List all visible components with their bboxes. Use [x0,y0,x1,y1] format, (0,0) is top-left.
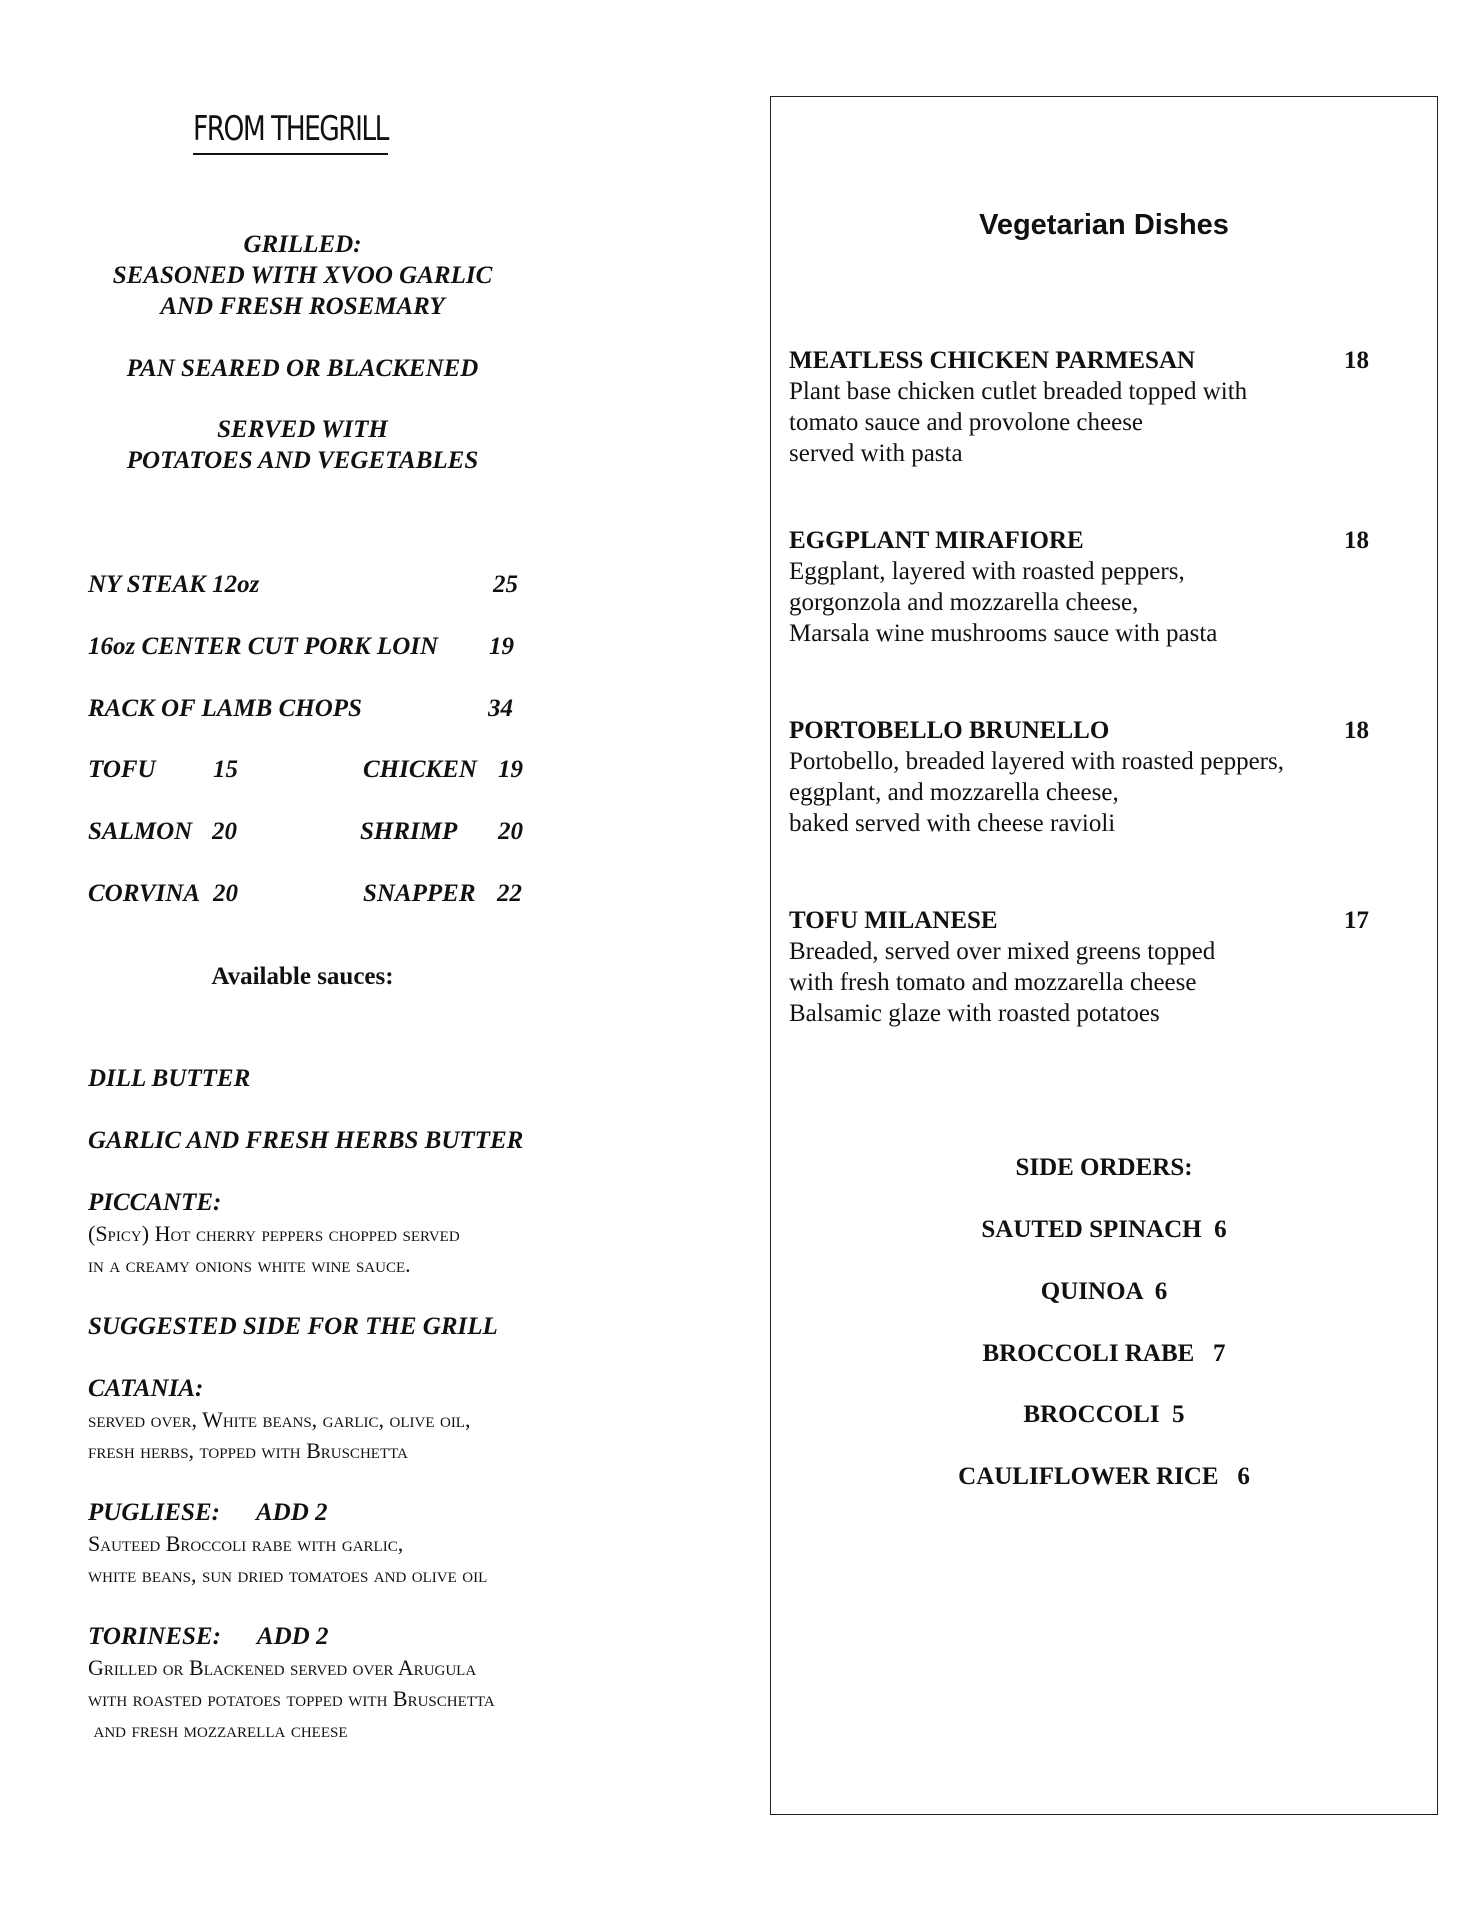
dish-name: PORTOBELLO BRUNELLO [789,717,1110,744]
sauce-name: PICCANTE: [88,1189,222,1216]
grill-item [88,755,238,785]
grill-item-price: 20 [213,880,238,907]
dish-description: Plant base chicken cutlet breaded topped with tomato sauce and provolone cheese served with pasta [789,378,1248,467]
dish-name: EGGPLANT MIRAFIORE [789,527,1084,554]
dish-price: 17 [1344,907,1369,934]
grill-section-title: FROM THEGRILL [193,108,388,155]
sauce-item [88,1622,495,1745]
dish-price: 18 [1344,717,1369,744]
sauce-name: SUGGESTED SIDE FOR THE GRILL [88,1313,498,1340]
served-with-note [60,414,545,476]
grill-item-price: 20 [212,818,237,845]
dish-price: 18 [1344,527,1369,554]
sauce-description: in a creamy onions white wine sauce. [88,1252,411,1277]
side-order-item: BROCCOLI 5 [1023,1401,1185,1428]
sauce-description: Grilled or Blackened served over Arugula [88,1655,477,1680]
grill-item-price: 19 [489,633,514,660]
grilled-description [60,229,545,322]
grill-item [363,755,523,785]
sauce-item [88,1312,498,1342]
sauce-name: GARLIC AND FRESH HERBS BUTTER [88,1127,524,1154]
side-orders-title: SIDE ORDERS: [1015,1154,1193,1181]
dish-name: MEATLESS CHICKEN PARMESAN [789,347,1196,374]
sauce-description: Sauteed Broccoli rabe with garlic, [88,1531,404,1556]
grilled-line: AND FRESH ROSEMARY [160,293,445,320]
grill-item [88,570,518,600]
grill-item [363,879,522,909]
sauce-item [88,1064,250,1094]
sauce-name: CATANIA: [88,1375,204,1402]
vegetarian-title: Vegetarian Dishes [979,209,1229,241]
grill-item-price: 20 [498,818,523,845]
grill-item-name: CORVINA [88,880,201,907]
dish-description: Eggplant, layered with roasted peppers, gorgonzola and mozzarella cheese, Marsala wine mushrooms sauce with pasta [789,558,1218,647]
dish-header [789,905,1369,936]
sauce-item [88,1374,470,1466]
dish-description: Portobello, breaded layered with roasted peppers, eggplant, and mozzarella cheese, baked served with cheese ravioli [789,748,1284,837]
sauce-item [88,1498,487,1590]
grill-item-name: NY STEAK 12oz [88,571,260,598]
sauce-name: DILL BUTTER [88,1065,251,1092]
sauce-description: with roasted potatoes topped with Bruschetta [88,1686,495,1711]
dish-description: Breaded, served over mixed greens topped with fresh tomato and mozzarella cheese Balsamic glaze with roasted potatoes [789,938,1216,1027]
sauce-name-text: TORINESE: [88,1623,221,1650]
grill-item [88,632,514,662]
sauce-description: fresh herbs, topped with Bruschetta [88,1438,408,1463]
served-line: POTATOES AND VEGETABLES [126,447,479,474]
dish-header [789,345,1369,376]
grill-item [360,817,523,847]
sauce-name [88,1498,487,1528]
sauce-name-text: PUGLIESE: [88,1499,220,1526]
dish-name: TOFU MILANESE [789,907,998,934]
sauce-item [88,1188,460,1280]
side-order-item: BROCCOLI RABE 7 [982,1340,1226,1367]
sauce-add-price: ADD 2 [255,1499,328,1526]
dish-item [789,345,1369,469]
grill-item-price: 22 [497,880,522,907]
side-order-item: QUINOA 6 [1040,1278,1168,1305]
sauce-name [88,1622,495,1652]
side-order-item: CAULIFLOWER RICE 6 [958,1463,1250,1490]
served-line: SERVED WITH [217,416,388,443]
dish-header [789,525,1369,556]
pan-seared-note: PAN SEARED OR BLACKENED [126,355,479,382]
sauce-description: and fresh mozzarella cheese [88,1717,348,1742]
grill-item-price: 25 [493,571,518,598]
dish-item [789,715,1369,839]
grill-item-price: 34 [488,695,513,722]
side-order-item: SAUTED SPINACH 6 [981,1216,1227,1243]
grill-item-name: RACK OF LAMB CHOPS [88,695,362,722]
grill-item-name: SHRIMP [360,818,458,845]
grill-item-price: 15 [213,756,238,783]
sauce-description: served over, White beans, garlic, olive oil, [88,1407,471,1432]
sauce-add-price: ADD 2 [256,1623,329,1650]
grill-item [88,879,238,909]
dish-item [789,905,1369,1029]
grilled-line: SEASONED WITH XVOO GARLIC [112,262,493,289]
sauce-item [88,1126,523,1156]
grill-item-name: TOFU [88,756,156,783]
sauce-description: white beans, sun dried tomatoes and olive oil [88,1562,488,1587]
sauce-description: (Spicy) Hot cherry peppers chopped served [88,1221,460,1246]
grill-item-name: CHICKEN [363,756,477,783]
grill-item-name: SNAPPER [363,880,476,907]
grilled-line: GRILLED: [243,231,362,258]
grill-item [88,694,513,724]
dish-item [789,525,1369,649]
grill-item-name: SALMON [88,818,193,845]
grill-item [88,817,237,847]
grill-item-name: 16oz CENTER CUT PORK LOIN [88,633,439,660]
sauces-heading: Available sauces: [211,963,394,990]
grill-item-price: 19 [498,756,523,783]
dish-header [789,715,1369,746]
dish-price: 18 [1344,347,1369,374]
